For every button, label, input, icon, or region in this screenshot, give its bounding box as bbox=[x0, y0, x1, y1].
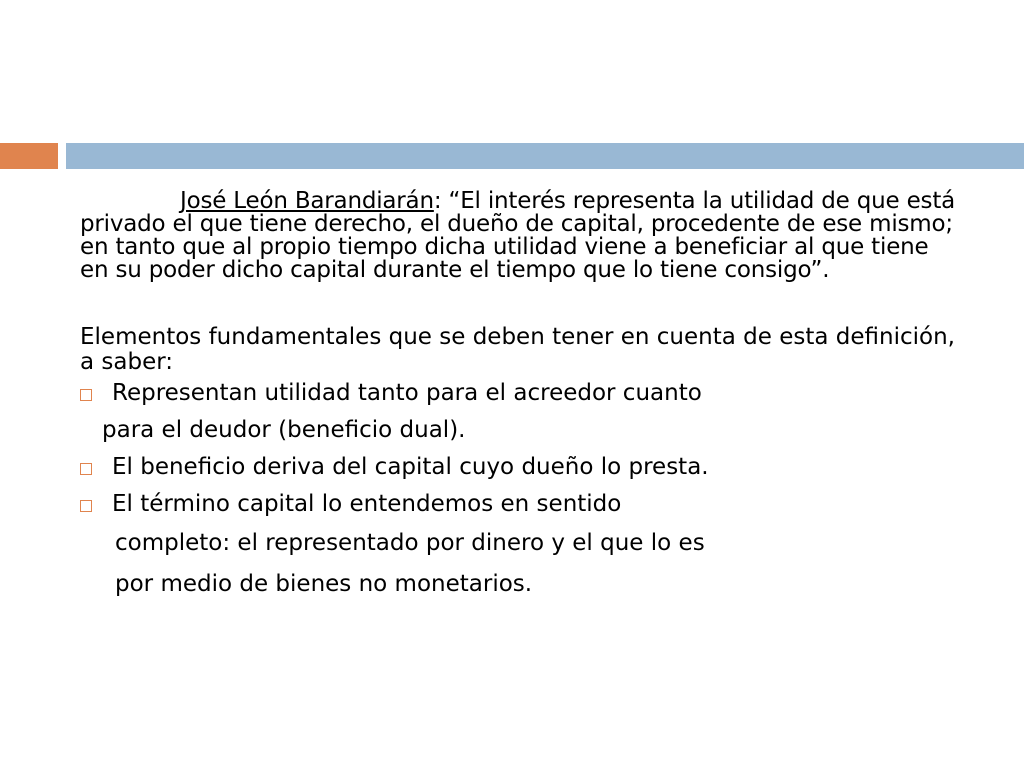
bullet-item bbox=[80, 375, 960, 449]
quote-author: José León Barandiarán bbox=[180, 188, 434, 214]
quote-text: : “El interés representa la utilidad de que está privado el que tiene derecho, el dueño de capital, procedente de ese mismo; en tanto que al propio tiempo dicha utilidad viene a beneficiar al que tiene en su poder dicho capital durante el tiempo que lo tiene consigo”. bbox=[80, 188, 956, 283]
bullet-line: El término capital lo entendemos en sentido bbox=[112, 491, 622, 517]
slide-content bbox=[80, 190, 960, 605]
bullet-line: completo: el representado por dinero y el que lo es bbox=[115, 530, 705, 556]
intro-text: Elementos fundamentales que se deben tener en cuenta de esta definición, a saber: bbox=[80, 324, 955, 375]
square-bullet-icon bbox=[80, 389, 92, 401]
bullet-item bbox=[80, 486, 960, 605]
square-bullet-icon bbox=[80, 500, 92, 512]
accent-bar bbox=[0, 143, 58, 169]
bullet-line: por medio de bienes no monetarios. bbox=[115, 571, 533, 597]
bullet-line: para el deudor (beneficio dual). bbox=[102, 417, 466, 443]
bullet-line: Representan utilidad tanto para el acreedor cuanto bbox=[112, 380, 702, 406]
quote-paragraph bbox=[80, 190, 960, 282]
bullet-line: El beneficio deriva del capital cuyo dueño lo presta. bbox=[112, 454, 709, 480]
bullet-item bbox=[80, 449, 960, 486]
square-bullet-icon bbox=[80, 463, 92, 475]
header-bar bbox=[66, 143, 1024, 169]
